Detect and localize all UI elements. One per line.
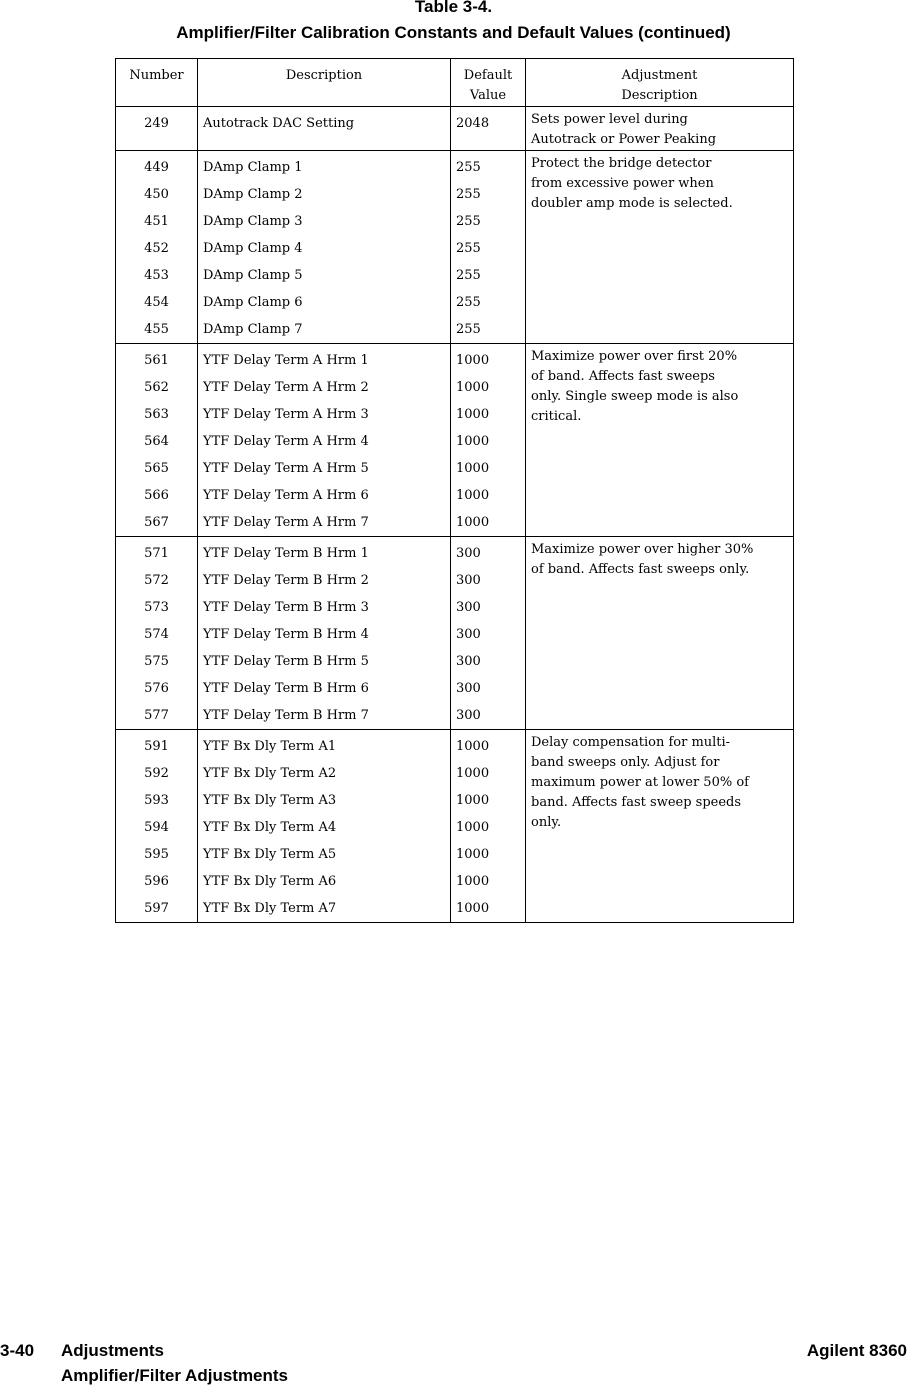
subsection-name: Amplifier/Filter Adjustments bbox=[61, 1366, 289, 1385]
table-body bbox=[116, 107, 794, 923]
row-description: DAmp Clamp 1 bbox=[198, 151, 451, 182]
row-adjustment-description: Protect the bridge detector from excessive power when doubler amp mode is selected. bbox=[526, 151, 794, 344]
row-default-value: 300 bbox=[451, 648, 526, 675]
product-name: Agilent 8360 bbox=[806, 1341, 907, 1360]
table-header-row bbox=[116, 59, 794, 107]
row-default-value: 255 bbox=[451, 151, 526, 182]
row-number: 576 bbox=[144, 681, 169, 696]
row-default-value: 300 bbox=[451, 567, 526, 594]
row-number: 567 bbox=[144, 515, 169, 530]
header-default-value: Default Value bbox=[451, 59, 526, 107]
row-number: 571 bbox=[116, 537, 198, 568]
row-default-value: 1000 bbox=[451, 730, 526, 761]
row-number: 564 bbox=[144, 434, 169, 449]
calibration-table bbox=[115, 58, 794, 923]
table-row bbox=[116, 344, 794, 375]
table-row bbox=[116, 730, 794, 761]
section-name: Adjustments bbox=[61, 1341, 164, 1360]
table-number: Table 3-4. bbox=[414, 0, 493, 16]
row-default-value: 1000 bbox=[451, 868, 526, 895]
header-description: Description bbox=[198, 59, 451, 107]
row-number: 574 bbox=[144, 627, 169, 642]
row-description: YTF Bx Dly Term A5 bbox=[198, 841, 451, 868]
row-number: 595 bbox=[144, 847, 169, 862]
row-description: YTF Delay Term B Hrm 3 bbox=[198, 594, 451, 621]
row-default-value: 255 bbox=[451, 316, 526, 344]
row-default-value: 1000 bbox=[451, 482, 526, 509]
row-description: YTF Delay Term A Hrm 5 bbox=[198, 455, 451, 482]
row-default-value: 1000 bbox=[451, 344, 526, 375]
row-adjustment-description: Maximize power over higher 30% of band. Affects fast sweeps only. bbox=[526, 537, 794, 730]
header-number: Number bbox=[116, 59, 198, 107]
row-number: 597 bbox=[144, 901, 169, 916]
row-description: DAmp Clamp 4 bbox=[198, 235, 451, 262]
row-number: 566 bbox=[144, 488, 169, 503]
row-description: YTF Bx Dly Term A2 bbox=[198, 760, 451, 787]
row-number: 575 bbox=[144, 654, 169, 669]
row-default-value: 1000 bbox=[451, 374, 526, 401]
row-description: YTF Bx Dly Term A3 bbox=[198, 787, 451, 814]
row-number: 596 bbox=[144, 874, 169, 889]
row-default-value: 1000 bbox=[451, 509, 526, 537]
row-description: DAmp Clamp 6 bbox=[198, 289, 451, 316]
row-description: YTF Delay Term A Hrm 4 bbox=[198, 428, 451, 455]
row-description: YTF Delay Term A Hrm 2 bbox=[198, 374, 451, 401]
row-default-value: 1000 bbox=[451, 401, 526, 428]
row-default-value: 255 bbox=[451, 262, 526, 289]
row-adjustment-description: Sets power level during Autotrack or Power Peaking bbox=[526, 107, 794, 151]
row-default-value: 255 bbox=[451, 208, 526, 235]
row-description: YTF Delay Term B Hrm 4 bbox=[198, 621, 451, 648]
row-description: YTF Delay Term A Hrm 1 bbox=[198, 344, 451, 375]
row-description: YTF Delay Term B Hrm 7 bbox=[198, 702, 451, 730]
row-default-value: 255 bbox=[451, 235, 526, 262]
row-description: YTF Delay Term B Hrm 6 bbox=[198, 675, 451, 702]
row-number: 452 bbox=[144, 241, 169, 256]
row-default-value: 1000 bbox=[451, 895, 526, 923]
row-number: 449 bbox=[116, 151, 198, 182]
row-number: 562 bbox=[144, 380, 169, 395]
row-default-value: 1000 bbox=[451, 814, 526, 841]
row-number: 563 bbox=[144, 407, 169, 422]
row-default-value: 1000 bbox=[451, 455, 526, 482]
row-number: 565 bbox=[144, 461, 169, 476]
row-number: 561 bbox=[116, 344, 198, 375]
row-number: 450 bbox=[144, 187, 169, 202]
row-description: YTF Delay Term B Hrm 1 bbox=[198, 537, 451, 568]
row-description: DAmp Clamp 5 bbox=[198, 262, 451, 289]
row-number: 577 bbox=[144, 708, 169, 723]
row-default-value: 1000 bbox=[451, 841, 526, 868]
row-number: 451 bbox=[144, 214, 169, 229]
row-description: YTF Delay Term A Hrm 6 bbox=[198, 482, 451, 509]
row-description: YTF Bx Dly Term A6 bbox=[198, 868, 451, 895]
row-description: YTF Delay Term B Hrm 5 bbox=[198, 648, 451, 675]
row-description: YTF Delay Term B Hrm 2 bbox=[198, 567, 451, 594]
row-adjustment-description: Maximize power over first 20% of band. Affects fast sweeps only. Single sweep mode is also critical. bbox=[526, 344, 794, 537]
row-default-value: 300 bbox=[451, 702, 526, 730]
row-number: 573 bbox=[144, 600, 169, 615]
row-number: 594 bbox=[144, 820, 169, 835]
row-description: DAmp Clamp 7 bbox=[198, 316, 451, 344]
row-number: 249 bbox=[144, 116, 169, 131]
table-row bbox=[116, 151, 794, 182]
row-default-value: 300 bbox=[451, 621, 526, 648]
table-row bbox=[116, 537, 794, 568]
row-description: DAmp Clamp 3 bbox=[198, 208, 451, 235]
header-adjustment-description: Adjustment Description bbox=[526, 59, 794, 107]
row-adjustment-description: Delay compensation for multi- band sweeps only. Adjust for maximum power at lower 50% of band. Affects fast sweep speeds only. bbox=[526, 730, 794, 923]
row-default-value: 2048 bbox=[451, 107, 526, 151]
row-number: 591 bbox=[116, 730, 198, 761]
page-number: 3-40 bbox=[0, 1341, 35, 1360]
row-description: YTF Bx Dly Term A7 bbox=[198, 895, 451, 923]
row-description: YTF Delay Term A Hrm 3 bbox=[198, 401, 451, 428]
row-default-value: 1000 bbox=[451, 428, 526, 455]
row-default-value: 300 bbox=[451, 537, 526, 568]
row-default-value: 1000 bbox=[451, 787, 526, 814]
row-number: 454 bbox=[144, 295, 169, 310]
row-description: Autotrack DAC Setting bbox=[198, 107, 451, 151]
row-default-value: 1000 bbox=[451, 760, 526, 787]
row-number: 453 bbox=[144, 268, 169, 283]
row-description: YTF Delay Term A Hrm 7 bbox=[198, 509, 451, 537]
row-number: 572 bbox=[144, 573, 169, 588]
row-default-value: 255 bbox=[451, 289, 526, 316]
row-number: 455 bbox=[144, 322, 169, 337]
row-default-value: 300 bbox=[451, 594, 526, 621]
row-description: YTF Bx Dly Term A4 bbox=[198, 814, 451, 841]
row-description: DAmp Clamp 2 bbox=[198, 181, 451, 208]
row-number: 592 bbox=[144, 766, 169, 781]
row-number: 593 bbox=[144, 793, 169, 808]
row-default-value: 300 bbox=[451, 675, 526, 702]
table-row bbox=[116, 107, 794, 151]
row-description: YTF Bx Dly Term A1 bbox=[198, 730, 451, 761]
row-default-value: 255 bbox=[451, 181, 526, 208]
table-title: Amplifier/Filter Calibration Constants and Default Values (continued) bbox=[176, 23, 731, 42]
